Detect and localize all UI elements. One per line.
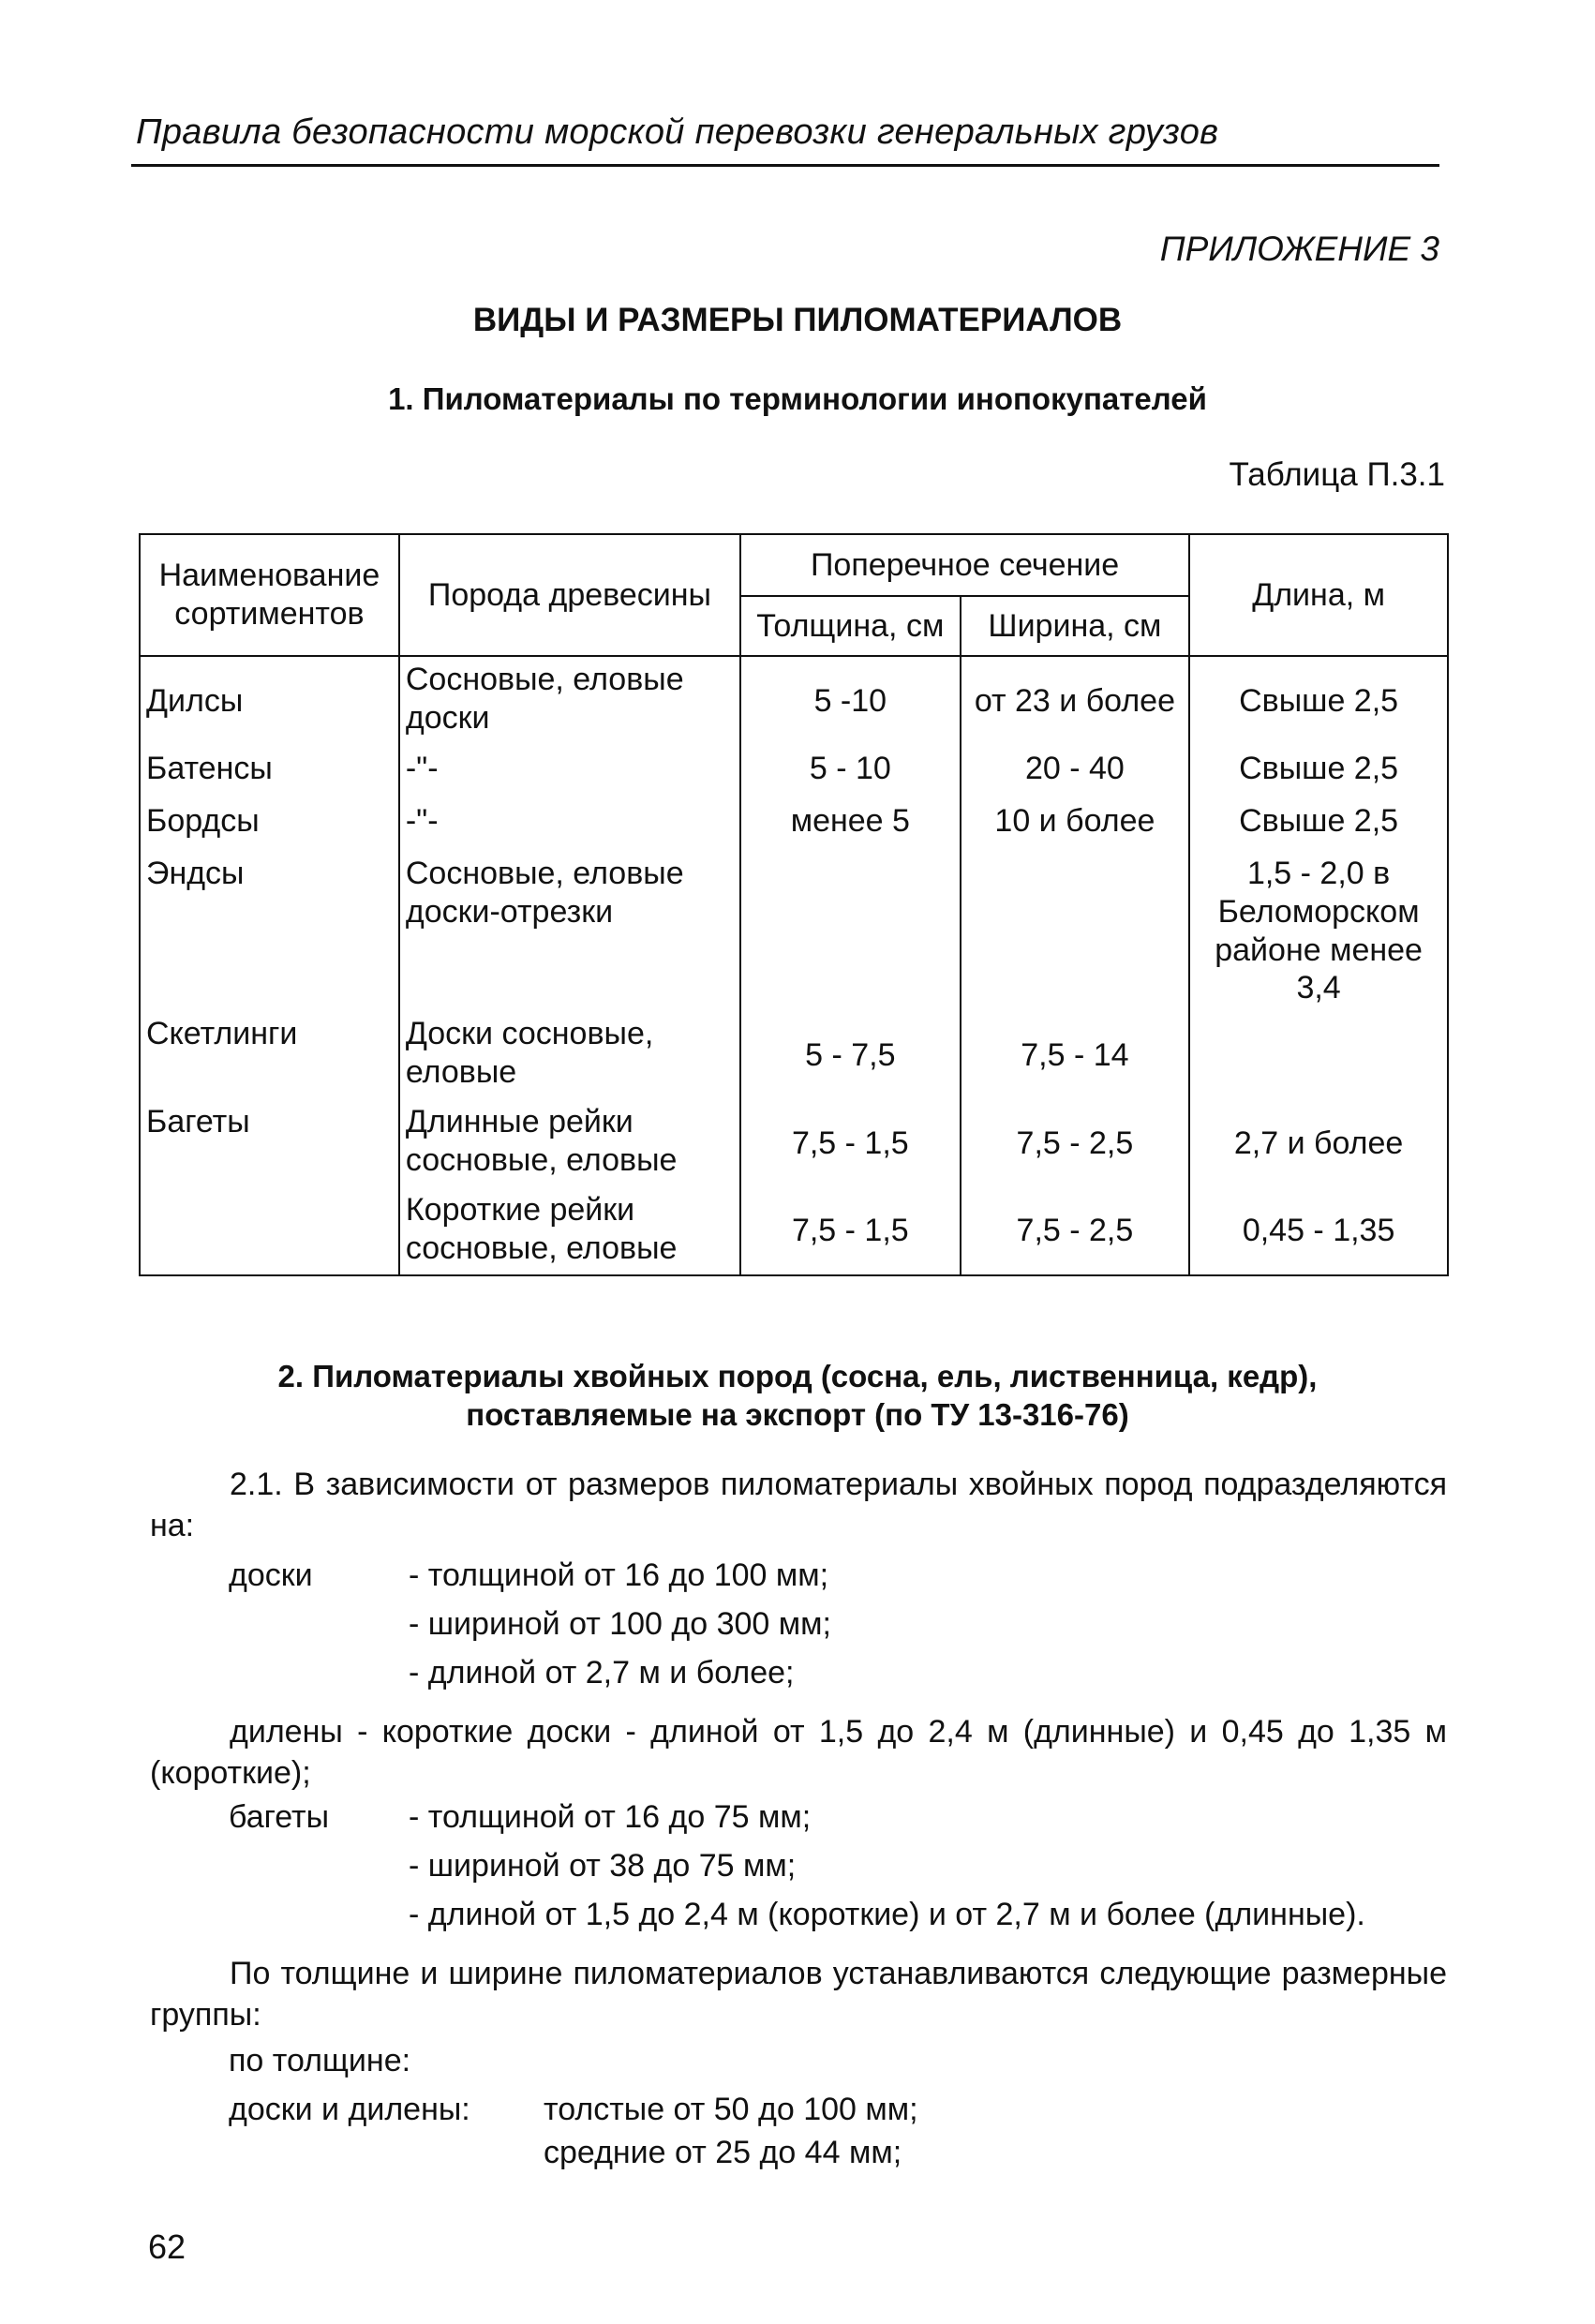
page-number: 62 xyxy=(148,2227,186,2266)
thickness-item: средние от 25 до 44 мм; xyxy=(544,2135,902,2170)
table-row xyxy=(140,851,1448,1011)
section-2-heading xyxy=(0,1357,1595,1435)
section-1-heading: 1. Пиломатериалы по терминологии инопокупателей xyxy=(388,381,1207,416)
col-header-length: Длина, м xyxy=(1189,534,1448,656)
by-thickness-label: по толщине: xyxy=(229,2043,411,2078)
cell-length: Свыше 2,5 xyxy=(1189,656,1448,746)
col-header-cross-section: Поперечное сечение xyxy=(740,534,1189,596)
boards-dilens-label: доски и дилены: xyxy=(229,2092,470,2127)
groups-paragraph: По толщине и ширине пиломатериалов устанавливаются следующие размерные группы: xyxy=(150,1956,1447,2034)
cell-length: 0,45 - 1,35 xyxy=(1189,1187,1448,1275)
cell-width: 7,5 - 2,5 xyxy=(961,1187,1190,1275)
table-row xyxy=(140,656,1448,746)
cell-length: Свыше 2,5 xyxy=(1189,798,1448,851)
cell-species: -"- xyxy=(399,798,740,851)
cell-species: -"- xyxy=(399,746,740,798)
boards-item: - длиной от 2,7 м и более; xyxy=(409,1655,795,1691)
boards-label: доски xyxy=(229,1557,313,1593)
cell-species: Сосновые, еловые доски xyxy=(399,656,740,746)
header-rule xyxy=(131,164,1439,167)
running-header: Правила безопасности морской перевозки генеральных грузов xyxy=(136,112,1219,152)
table-row xyxy=(140,1011,1448,1099)
cell-thickness: 7,5 - 1,5 xyxy=(740,1187,961,1275)
bagets-label: багеты xyxy=(229,1799,330,1835)
cell-thickness: 5 -10 xyxy=(740,656,961,746)
cell-width: от 23 и более xyxy=(961,656,1190,746)
appendix-label: ПРИЛОЖЕНИЕ 3 xyxy=(1159,230,1439,268)
cell-name: Эндсы xyxy=(140,851,399,1011)
col-header-species: Порода древесины xyxy=(399,534,740,656)
cell-name: Дилсы xyxy=(140,656,399,746)
table-row xyxy=(140,746,1448,798)
cell-length: 1,5 - 2,0 в Беломорском районе менее 3,4 xyxy=(1189,851,1448,1011)
table-row xyxy=(140,798,1448,851)
section-2-heading-line-2: поставляемые на экспорт (по ТУ 13-316-76) xyxy=(466,1397,1129,1433)
cell-width xyxy=(961,851,1190,1011)
cell-thickness: 7,5 - 1,5 xyxy=(740,1099,961,1187)
cell-width: 10 и более xyxy=(961,798,1190,851)
cell-width: 7,5 - 14 xyxy=(961,1011,1190,1099)
cell-species: Длинные рейки сосновые, еловые xyxy=(399,1099,740,1187)
cell-thickness: 5 - 7,5 xyxy=(740,1011,961,1099)
table-row xyxy=(140,1099,1448,1187)
cell-length: 2,7 и более xyxy=(1189,1099,1448,1187)
cell-width: 20 - 40 xyxy=(961,746,1190,798)
table-row xyxy=(140,1187,1448,1275)
cell-name xyxy=(140,1187,399,1275)
cell-name: Скетлинги xyxy=(140,1011,399,1099)
bagets-item: - шириной от 38 до 75 мм; xyxy=(409,1848,797,1884)
bagets-item: - толщиной от 16 до 75 мм; xyxy=(409,1799,812,1835)
lumber-table xyxy=(139,533,1449,1276)
boards-item: - толщиной от 16 до 100 мм; xyxy=(409,1557,829,1593)
cell-species: Сосновые, еловые доски-отрезки xyxy=(399,851,740,1011)
cell-species: Доски сосновые, еловые xyxy=(399,1011,740,1099)
cell-name: Бордсы xyxy=(140,798,399,851)
cell-length xyxy=(1189,1011,1448,1099)
cell-thickness xyxy=(740,851,961,1011)
col-header-width: Ширина, см xyxy=(961,596,1190,656)
bagets-item: - длиной от 1,5 до 2,4 м (короткие) и от 2,7 м и более (длинные). xyxy=(409,1897,1365,1932)
dilens-paragraph: дилены - короткие доски - длиной от 1,5 до 2,4 м (длинные) и 0,45 до 1,35 м (короткие); xyxy=(150,1714,1447,1792)
page-title: ВИДЫ И РАЗМЕРЫ ПИЛОМАТЕРИАЛОВ xyxy=(472,302,1123,338)
thickness-item: толстые от 50 до 100 мм; xyxy=(544,2092,918,2127)
section-2-heading-line-1: 2. Пиломатериалы хвойных пород (сосна, ель, лиственница, кедр), xyxy=(277,1359,1318,1393)
cell-width: 7,5 - 2,5 xyxy=(961,1099,1190,1187)
col-header-name: Наименование сортиментов xyxy=(140,534,399,656)
table-caption: Таблица П.3.1 xyxy=(1229,456,1445,493)
cell-thickness: 5 - 10 xyxy=(740,746,961,798)
intro-paragraph: 2.1. В зависимости от размеров пиломатериалы хвойных пород подразделяются на: xyxy=(150,1467,1447,1544)
col-header-thickness: Толщина, см xyxy=(740,596,961,656)
boards-item: - шириной от 100 до 300 мм; xyxy=(409,1606,831,1642)
cell-length: Свыше 2,5 xyxy=(1189,746,1448,798)
cell-thickness: менее 5 xyxy=(740,798,961,851)
cell-species: Короткие рейки сосновые, еловые xyxy=(399,1187,740,1275)
cell-name: Батенсы xyxy=(140,746,399,798)
cell-name: Багеты xyxy=(140,1099,399,1187)
